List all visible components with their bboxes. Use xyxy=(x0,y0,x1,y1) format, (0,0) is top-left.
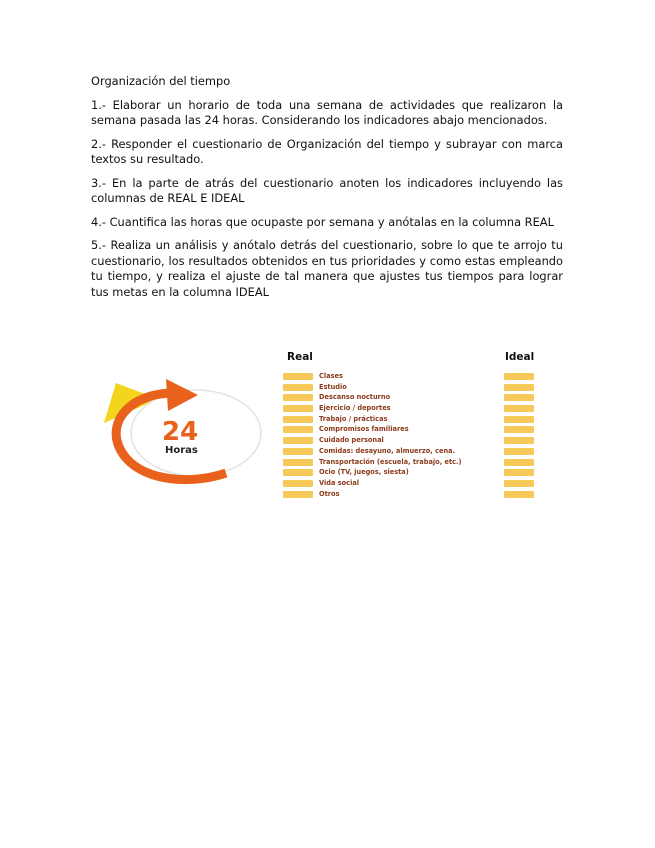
activity-label: Cuidado personal xyxy=(319,436,384,445)
real-bar xyxy=(283,437,313,444)
activity-label: Descanso nocturno xyxy=(319,393,391,402)
activity-label: Vida social xyxy=(319,478,360,487)
real-bar xyxy=(283,394,313,401)
real-bar xyxy=(283,480,313,487)
activity-row xyxy=(283,467,543,478)
activity-row xyxy=(283,478,543,489)
column-header-real: Real xyxy=(287,351,313,363)
clock-word: Horas xyxy=(165,445,198,456)
instructions-text xyxy=(91,74,563,308)
instruction-paragraph-1: 1.- Elaborar un horario de toda una semana de actividades que realizaron la semana pasada las 24 horas. Considerando los indicadores abajo mencionados. xyxy=(91,97,563,127)
ideal-bar xyxy=(504,459,534,466)
activity-label: Otros xyxy=(319,489,340,498)
activity-label: Transportación (escuela, trabajo, etc.) xyxy=(319,457,462,466)
real-bar xyxy=(283,426,313,433)
activity-list xyxy=(283,371,543,499)
real-bar xyxy=(283,373,313,380)
ideal-bar xyxy=(504,373,534,380)
instruction-paragraph-3: 3.- En la parte de atrás del cuestionario anoten los indicadores incluyendo las columnas de REAL E IDEAL xyxy=(91,175,563,205)
ideal-bar xyxy=(504,437,534,444)
time-organization-figure xyxy=(96,345,556,505)
activity-row xyxy=(283,457,543,468)
activity-row xyxy=(283,435,543,446)
activity-label: Ejercicio / deportes xyxy=(319,404,391,413)
activity-row xyxy=(283,414,543,425)
ideal-bar xyxy=(504,416,534,423)
real-bar xyxy=(283,405,313,412)
real-bar xyxy=(283,416,313,423)
document-title: Organización del tiempo xyxy=(91,74,231,88)
activity-row xyxy=(283,446,543,457)
activity-label: Compromisos familiares xyxy=(319,425,409,434)
ideal-bar xyxy=(504,448,534,455)
activity-label: Estudio xyxy=(319,382,347,391)
real-bar xyxy=(283,469,313,476)
ideal-bar xyxy=(504,480,534,487)
column-header-ideal: Ideal xyxy=(505,351,535,363)
clock-24-hours-icon xyxy=(96,373,266,488)
activity-label: Ocio (TV, juegos, siesta) xyxy=(319,468,409,477)
activity-row xyxy=(283,371,543,382)
ideal-bar xyxy=(504,426,534,433)
ideal-bar xyxy=(504,384,534,391)
instruction-paragraph-2: 2.- Responder el cuestionario de Organización del tiempo y subrayar con marca textos su resultado. xyxy=(91,136,563,166)
real-bar xyxy=(283,384,313,391)
clock-number: 24 xyxy=(162,417,199,447)
activity-row xyxy=(283,424,543,435)
ideal-bar xyxy=(504,405,534,412)
ideal-bar xyxy=(504,469,534,476)
activity-row xyxy=(283,382,543,393)
real-bar xyxy=(283,491,313,498)
activity-label: Clases xyxy=(319,372,343,380)
activity-label: Trabajo / prácticas xyxy=(319,414,388,423)
activity-row xyxy=(283,489,543,500)
ideal-bar xyxy=(504,491,534,498)
activity-row xyxy=(283,392,543,403)
ideal-bar xyxy=(504,394,534,401)
activity-label: Comidas: desayuno, almuerzo, cena. xyxy=(319,446,456,455)
real-bar xyxy=(283,448,313,455)
instruction-paragraph-5: 5.- Realiza un análisis y anótalo detrás del cuestionario, sobre lo que te arrojo tu cuestionario, los resultados obtenidos en tus prioridades y como estas empleando tu tiempo, y realiza el ajuste de tal manera que ajustes tus tiempos para lograr tus metas en la columna IDEAL xyxy=(91,238,563,299)
instruction-paragraph-4: 4.- Cuantifica las horas que ocupaste por semana y anótalas en la columna REAL xyxy=(91,214,554,229)
real-bar xyxy=(283,459,313,466)
activity-row xyxy=(283,403,543,414)
